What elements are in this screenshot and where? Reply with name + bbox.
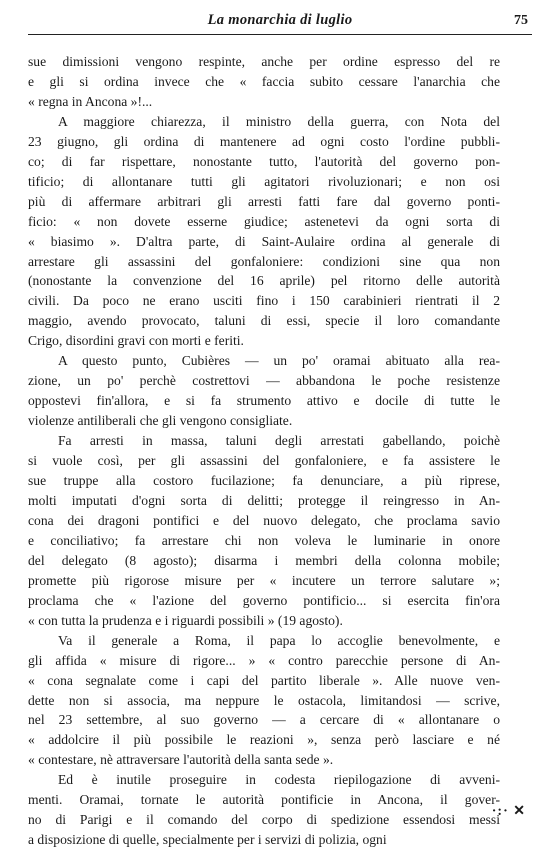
running-title: La monarchia di luglio — [207, 12, 353, 28]
corner-mark: ·:· ✕ — [491, 804, 526, 819]
text-line: « cona segnalate come i capi del partito liberale ». Alle nuove ven- — [28, 672, 500, 688]
text-line: 23 giugno, gli ordina di mantenere ad ogni costo l'ordine pubbli- — [28, 133, 500, 149]
text-line: promette più rigorose misure per « incutere un terrore salutare »; — [28, 572, 500, 588]
paragraph — [28, 112, 500, 351]
page-header — [28, 8, 532, 35]
text-line: no di Parigi e il comando del corpo di spedizione essendosi messi — [28, 812, 500, 828]
text-line: più di affermare arbitrari gli arresti fatti fare dal governo ponti- — [28, 193, 500, 209]
text-line: a disposizione di quelle, specialmente per i servizi di polizia, ogni — [28, 832, 387, 848]
text-line: « biasimo ». D'altra parte, di Saint-Aulaire ordina al generale di — [28, 233, 500, 249]
text-line: maggio, avendo provocato, taluni di essi, specie il loro comandante — [28, 313, 500, 329]
text-line: (nonostante la convenzione del 16 aprile) pel ritorno delle autorità — [28, 273, 500, 289]
text-line: Crigo, disordini gravi con morti e feriti. — [28, 333, 244, 349]
text-line: molti imputati d'ogni sorta di delitti; protegge il reingresso in An- — [28, 492, 500, 508]
text-line: si vuole così, per gli assassini del gonfaloniere, e fa assistere le — [28, 453, 500, 469]
text-line: e gli si ordina invece che « faccia subito cessare l'anarchia che — [28, 73, 500, 89]
text-line: cona dei dragoni pontifici e del nuovo delegato, che proclama savio — [28, 512, 500, 528]
text-line: Va il generale a Roma, il papa lo accoglie benevolmente, e — [58, 632, 500, 648]
text-line: civili. Da poco ne erano usciti fino i 150 carabinieri rientrati il 2 — [28, 293, 500, 309]
paragraph — [28, 351, 500, 431]
text-line: Ed è inutile proseguire in codesta riepilogazione di avveni- — [58, 772, 500, 788]
text-line: co; di far rispettare, nonostante tutto, l'autorità del governo pon- — [28, 153, 500, 169]
text-line: violenze antiliberali che gli vengono consigliate. — [28, 413, 293, 429]
text-line: ficio: « non dovete esserne giudice; astenetevi da ogni sorta di — [28, 213, 500, 229]
text-line: A questo punto, Cubières — un po' oramai abituato alla rea- — [58, 353, 500, 369]
text-line: sue truppe alla costoro fucilazione; fa denunciare, a più riprese, — [28, 473, 500, 489]
text-line: gli affida « misure di rigore... » « contro parecchie persone di An- — [28, 652, 500, 668]
text-line: menti. Oramai, tornate le autorità pontificie in Ancona, il gover- — [28, 792, 500, 808]
text-line: « contestare, nè attraversare l'autorità della santa sede ». — [28, 752, 334, 768]
text-line: nel 23 settembre, al suo governo — a cercare di « allontanare o — [28, 712, 500, 728]
paragraph — [28, 431, 500, 631]
text-line: arrestare gli assassini del gonfaloniere: condizioni sine qua non — [28, 253, 500, 269]
paragraph — [28, 631, 500, 771]
page-number: 75 — [514, 13, 528, 28]
text-line: A maggiore chiarezza, il ministro della guerra, con Nota del — [58, 113, 500, 129]
text-line: Fa arresti in massa, taluni degli arrestati gabellando, poichè — [58, 433, 500, 449]
text-line: sue dimissioni vengono respinte, anche per ordine espresso del re — [28, 54, 500, 69]
text-line: tificio; di allontanare tutti gli agitatori rivoluzionari; e non osi — [28, 173, 500, 189]
text-line: e conciliativo; fa arrestare chi non voleva le luminarie in onore — [28, 532, 500, 548]
text-line: del delegato (8 agosto); disarma i membri della colonna mobile; — [28, 552, 500, 568]
text-line: proclama che « l'azione del governo pontificio... si esercita fin'ora — [28, 592, 500, 608]
text-line: dette non si associa, ma neppure le ostacola, limitandosi — scrive, — [28, 692, 500, 708]
text-line: « con tutta la prudenza e i riguardi possibili » (19 agosto). — [28, 612, 343, 628]
text-line: oppostevi fin'allora, e si fa strumento attivo e docile di tutte le — [28, 393, 500, 409]
body-text — [28, 52, 500, 850]
paragraph — [28, 770, 500, 850]
paragraph — [28, 52, 500, 112]
text-line: zione, un po' perchè costrettovi — abbandona le poche resistenze — [28, 373, 500, 389]
text-line: « addolcire il più possibile le reazioni », senza però lasciare e né — [28, 732, 500, 748]
text-line: « regna in Ancona »!... — [28, 93, 153, 109]
